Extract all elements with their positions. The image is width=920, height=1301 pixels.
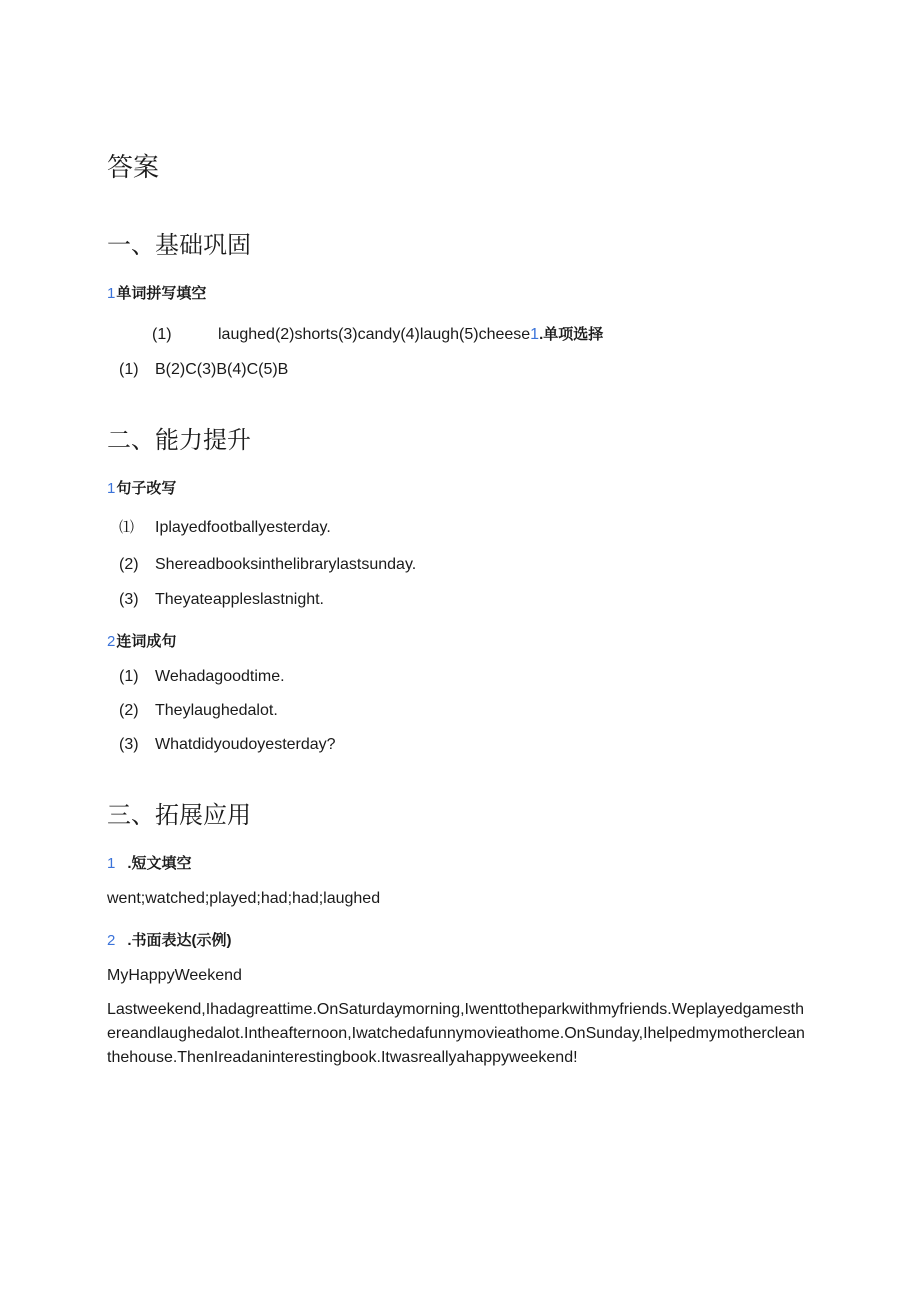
sub-number: 1: [107, 285, 116, 302]
list-item: [119, 556, 416, 574]
sub-label: .书面表达(示例): [127, 932, 232, 949]
sub-number: 1: [107, 855, 116, 872]
sub-number: 2: [107, 633, 116, 650]
sub-label: 连词成句: [116, 633, 177, 650]
item-text: laughed(2)shorts(3)candy(4)laugh(5)cheese: [218, 326, 531, 343]
item-text: B(2)C(3)B(4)C(5)B: [155, 361, 289, 378]
item-text: Theylaughedalot.: [155, 702, 278, 719]
item-label: (1): [152, 326, 172, 343]
sub-label: 句子改写: [116, 480, 177, 497]
item-label: (2): [119, 702, 139, 719]
sub-label: .短文填空: [127, 855, 192, 872]
list-item: [119, 702, 278, 720]
sub-number: 1: [530, 326, 540, 343]
item-text: Whatdidyoudoyesterday?: [155, 736, 336, 753]
sub-number: 1: [107, 480, 116, 497]
list-item: [119, 591, 324, 609]
section-2-heading: 二、能力提升: [107, 427, 251, 454]
item-label: (3): [119, 591, 139, 608]
section-3-sub-1-answer: went;watched;played;had;had;laughed: [107, 890, 381, 907]
item-text: Wehadagoodtime.: [155, 668, 285, 685]
section-3-sub-2-heading: [107, 929, 232, 950]
sub-label: .单项选择: [539, 326, 604, 343]
item-label: (2): [119, 556, 139, 573]
essay-title: MyHappyWeekend: [107, 967, 242, 984]
section-1-sub-1-answer: [152, 323, 603, 344]
section-2-sub-2-heading: [107, 630, 176, 651]
item-text: Iplayedfootballyesterday.: [155, 519, 331, 536]
item-label: (1): [119, 668, 139, 685]
sub-label: 单词拼写填空: [116, 285, 207, 302]
section-3-heading: 三、拓展应用: [107, 802, 251, 829]
item-text: Theyateappleslastnight.: [155, 591, 324, 608]
item-label: (3): [119, 736, 139, 753]
section-1-sub-2-answer: [119, 361, 288, 379]
section-3-sub-1-heading: [107, 852, 192, 873]
essay-body: Lastweekend,Ihadagreattime.OnSaturdaymorning,Iwenttotheparkwithmyfriends.Weplayedgamesthereandlaughedalot.Intheafternoon,Iwatchedafunnymovieathome.OnSunday,Ihelpedmymothercleanthehouse.ThenIreadaninterestingbook.Itwasreallyahappyweekend!: [107, 1001, 805, 1066]
section-1-sub-1-heading: [107, 282, 206, 303]
page-title: 答案: [107, 152, 160, 182]
section-1-heading: 一、基础巩固: [107, 232, 251, 259]
list-item: [119, 668, 285, 686]
list-item: [119, 736, 336, 754]
section-2-sub-1-heading: [107, 477, 176, 498]
list-item: [119, 516, 331, 537]
sub-number: 2: [107, 932, 116, 949]
item-label: ⑴: [119, 518, 135, 536]
item-text: Shereadbooksinthelibrarylastsunday.: [155, 556, 417, 573]
item-label: (1): [119, 361, 139, 378]
